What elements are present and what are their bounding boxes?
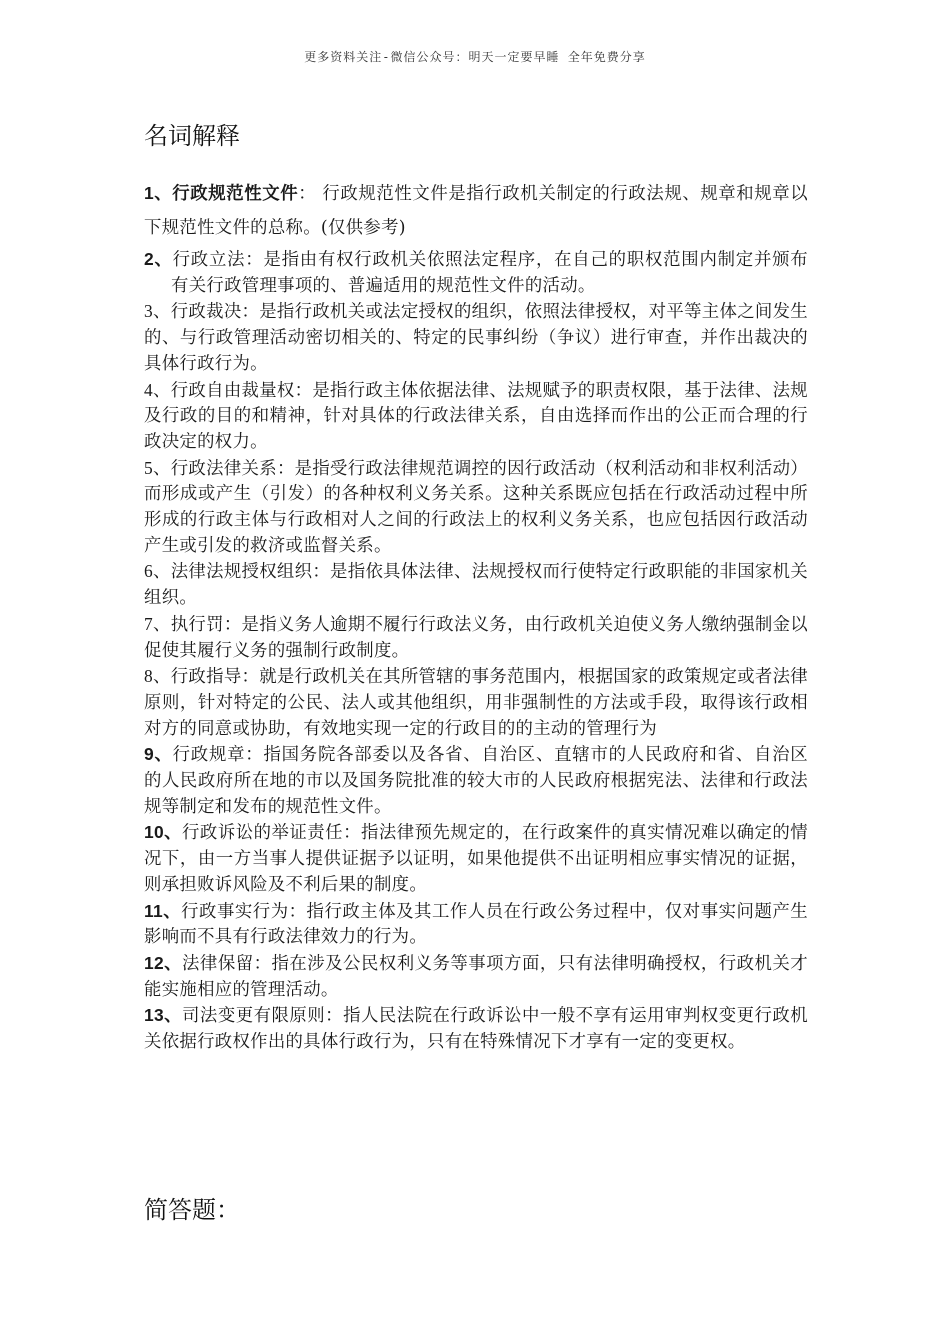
term-definition: 指在涉及公民权利义务等事项方面，只有法律明确授权，行政机关才能实施相应的管理活动。 [144,953,808,1000]
term-keyword: 行政事实行为 [181,901,289,922]
term-number: 8、 [144,666,171,687]
term-keyword: 行政指导 [170,667,242,688]
term-item [144,664,808,742]
term-number: 13、 [144,1005,183,1026]
term-number: 3、 [144,301,171,322]
term-item [144,951,808,1003]
term-keyword: 行政法律关系 [170,458,277,479]
term-keyword: 司法变更有限原则 [182,1006,326,1027]
term-definition: 指法律预先规定的，在行政案件的真实情况难以确定的情况下，由一方当事人提供证据予以证明，如果他提供不出证明相应事实情况的证据，则承担败诉风险及不利后果的制度。 [144,823,808,895]
term-separator: ： [343,823,361,844]
term-item [144,899,808,951]
term-number: 11、 [144,900,182,921]
term-definition: 是指行政主体依据法律、法规赋予的职责权限，基于法律、法规及行政的目的和精神，针对具体的行政法律关系，自由选择而作出的公正而合理的行政决定的权力。 [144,380,808,452]
term-number: 9、 [144,744,173,765]
term-number: 7、 [144,613,171,634]
term-separator: ： [298,184,317,204]
term-separator: ： [276,458,295,479]
term-definition: 指人民法院在行政诉讼中一般不享有运用审判权变更行政机关依据行政权作出的具体行政行为，只有在特殊情况下才享有一定的变更权。 [144,1006,808,1053]
term-definition: 指行政主体及其工作人员在行政公务过程中，仅对事实问题产生影响而不具有行政法律效力的行为。 [144,901,808,948]
section-title-short-answer: 简答题： [144,1196,240,1224]
term-separator: ： [288,901,307,922]
term-list [144,176,808,1056]
term-item [144,299,808,377]
term-definition: 指国务院各部委以及各省、自治区、直辖市的人民政府和省、自治区的人民政府所在地的市以及国务院批准的较大市的人民政府根据宪法、法律和行政法规等制定和发布的规范性文件。 [144,745,808,817]
term-number: 1、 [144,183,173,203]
term-item [144,247,808,299]
term-item [144,820,808,898]
term-separator: ： [294,380,313,401]
term-keyword: 法律法规授权组织 [170,562,313,583]
term-definition: 是指行政机关或法定授权的组织，依照法律授权，对平等主体之间发生的、与行政管理活动密切相关的、特定的民事纠纷（争议）进行审查，并作出裁决的具体行政行为。 [144,302,808,374]
term-separator: ： [312,562,331,583]
term-separator: ： [241,667,260,688]
term-definition: 是指由有权行政机关依照法定程序，在自己的职权范围内制定并颁布有关行政管理事项的、普遍适用的规范性文件的活动。 [171,250,808,296]
term-separator: ： [325,1006,344,1027]
term-number: 6、 [144,561,171,582]
page-header-note: 更多资料关注-微信公众号：明天一定要早睡 全年免费分享 [304,50,646,64]
term-definition: 是指义务人逾期不履行行政法义务，由行政机关迫使义务人缴纳强制金以促使其履行义务的强制行政制度。 [144,614,808,661]
term-number: 12、 [144,952,183,973]
term-item [144,559,808,611]
term-separator: ： [245,745,264,766]
term-definition: 是指依具体法律、法规授权而行使特定行政职能的非国家机关组织。 [144,562,808,609]
term-keyword: 行政诉讼的举证责任 [182,823,344,844]
term-separator: ： [241,302,260,323]
term-number: 10、 [144,822,183,843]
term-separator: ： [245,250,264,270]
term-keyword: 行政自由裁量权 [170,380,295,401]
term-item [144,456,808,560]
term-number: 2、 [144,249,173,269]
term-number: 5、 [144,457,171,478]
term-item [144,378,808,456]
section-title: 名词解释 [144,122,240,150]
term-keyword: 行政裁决 [170,302,242,323]
term-keyword: 行政立法 [172,250,246,270]
term-keyword: 法律保留 [182,953,254,974]
term-separator: ： [223,614,242,635]
term-number: 4、 [144,379,171,400]
term-item [144,612,808,664]
term-item [144,1003,808,1055]
term-definition: 就是行政机关在其所管辖的事务范围内，根据国家的政策规定或者法律原则，针对特定的公民、法人或其他组织，用非强制性的方法或手段，取得该行政相对方的同意或协助，有效地实现一定的行政目的的主动的管理行为 [144,667,808,739]
term-item [144,742,808,820]
term-definition: 行政规范性文件是指行政机关制定的行政法规、规章和规章以下规范性文件的总称。(仅供参考) [144,184,808,238]
term-separator: ： [253,953,272,974]
term-definition: 是指受行政法律规范调控的因行政活动（权利活动和非权利活动）而形成或产生（引发）的各种权利义务关系。这种关系既应包括在行政活动过程中所形成的行政主体与行政相对人之间的行政法上的权利义务关系，也应包括因行政活动产生或引发的救济或监督关系。 [144,458,808,556]
term-keyword: 行政规章 [172,745,246,766]
term-keyword: 执行罚 [170,614,224,635]
term-item [144,176,808,245]
term-keyword: 行政规范性文件 [172,183,299,203]
